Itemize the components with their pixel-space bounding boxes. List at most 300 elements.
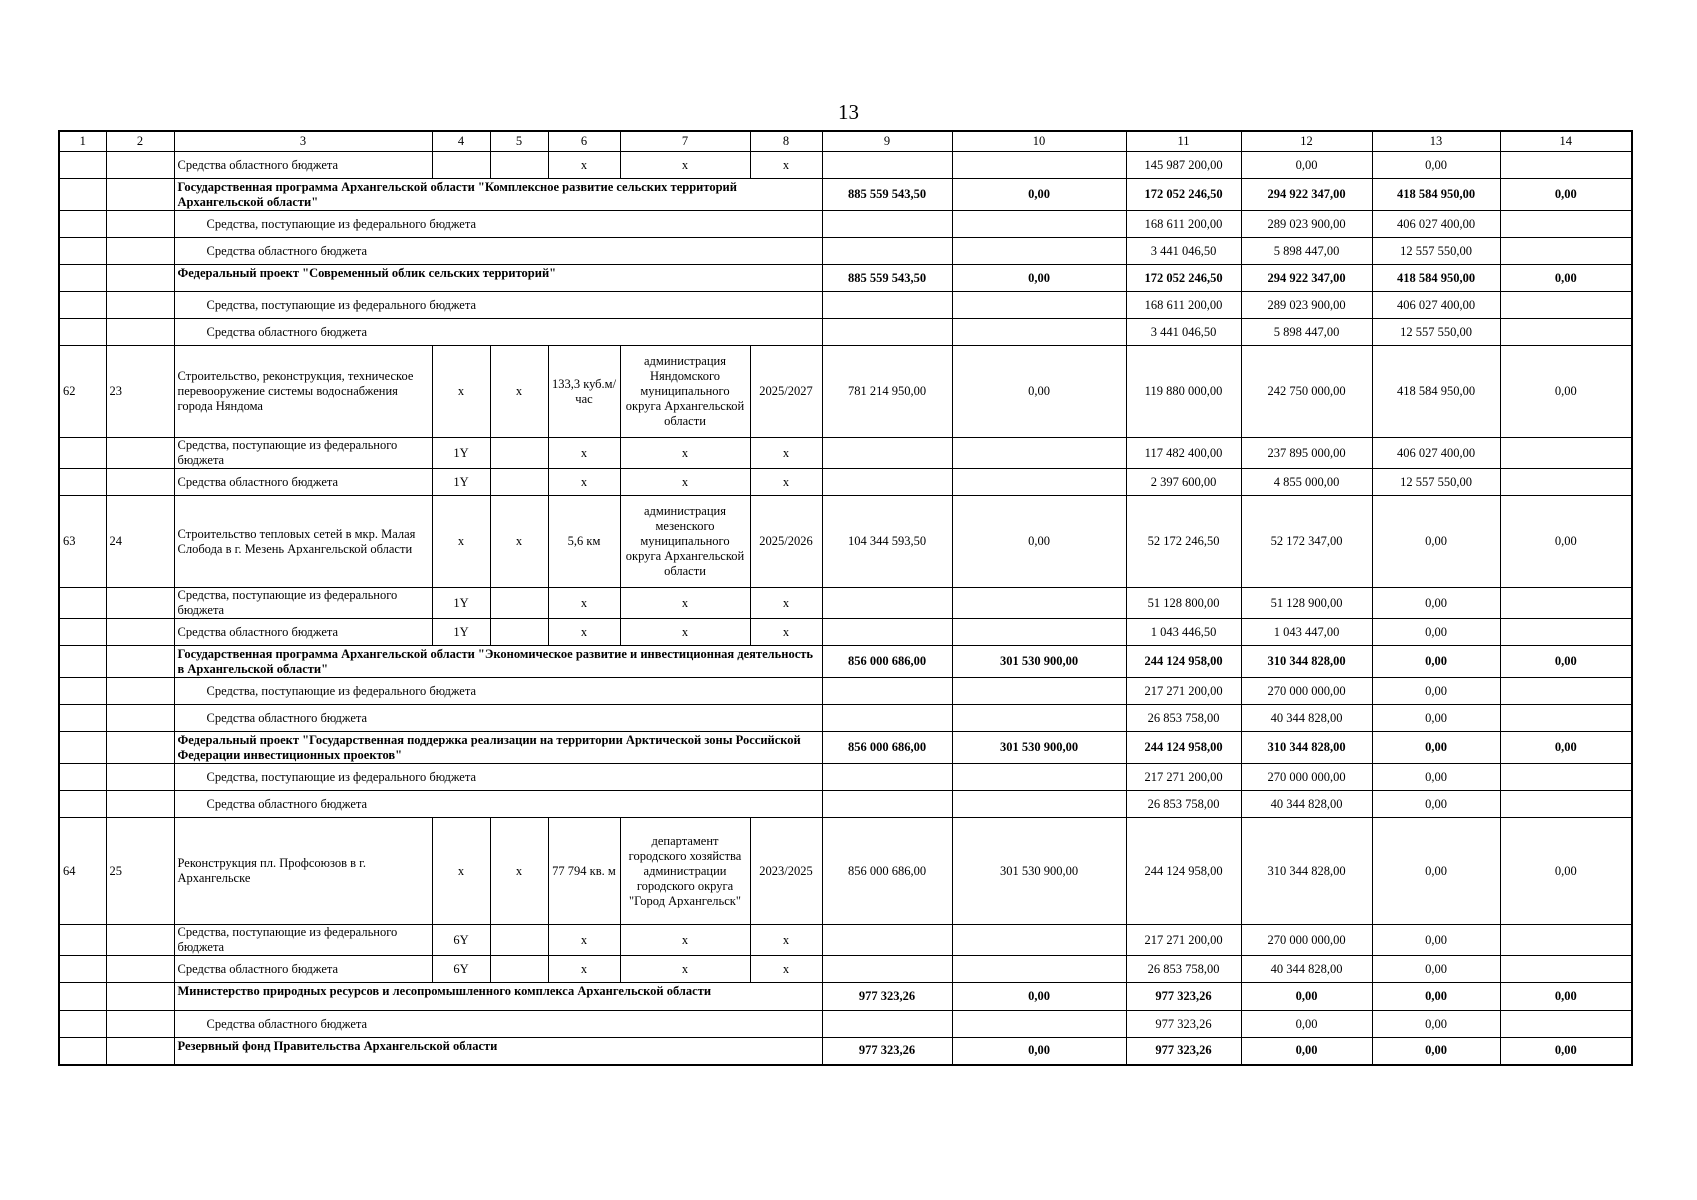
amount-c9 bbox=[822, 588, 952, 619]
amount-c13: 406 027 400,00 bbox=[1372, 438, 1500, 469]
column-number-header: 10 bbox=[952, 131, 1126, 152]
funding-source-label: Средства, поступающие из федерального бюджета bbox=[174, 292, 822, 319]
cell-col6: x bbox=[548, 956, 620, 983]
empty-cell bbox=[59, 732, 106, 764]
amount-c14: 0,00 bbox=[1500, 818, 1632, 925]
empty-cell bbox=[59, 438, 106, 469]
amount-c13: 0,00 bbox=[1372, 496, 1500, 588]
cell-col4: x bbox=[432, 346, 490, 438]
amount-c14 bbox=[1500, 678, 1632, 705]
amount-c11: 3 441 046,50 bbox=[1126, 238, 1241, 265]
funding-source-label: Средства областного бюджета bbox=[174, 956, 432, 983]
amount-c13: 12 557 550,00 bbox=[1372, 238, 1500, 265]
capacity: 5,6 км bbox=[548, 496, 620, 588]
amount-c9: 781 214 950,00 bbox=[822, 346, 952, 438]
amount-c12: 310 344 828,00 bbox=[1241, 646, 1372, 678]
period: 2025/2027 bbox=[750, 346, 822, 438]
empty-cell bbox=[59, 764, 106, 791]
amount-c13: 0,00 bbox=[1372, 705, 1500, 732]
cell-col4: x bbox=[432, 818, 490, 925]
amount-c10 bbox=[952, 678, 1126, 705]
empty-cell bbox=[59, 925, 106, 956]
amount-c14 bbox=[1500, 705, 1632, 732]
empty-cell bbox=[106, 469, 174, 496]
empty-cell bbox=[106, 678, 174, 705]
program-title: Федеральный проект "Государственная поддержка реализации на территории Арктической зоны Российской Федерации инвестиционных проектов" bbox=[174, 732, 822, 764]
empty-cell bbox=[59, 1011, 106, 1038]
cell-col8: x bbox=[750, 619, 822, 646]
amount-c10: 0,00 bbox=[952, 496, 1126, 588]
table-row bbox=[59, 925, 1632, 956]
amount-c10 bbox=[952, 1011, 1126, 1038]
program-title: Резервный фонд Правительства Архангельской области bbox=[174, 1038, 822, 1065]
amount-c10: 301 530 900,00 bbox=[952, 646, 1126, 678]
amount-c14 bbox=[1500, 619, 1632, 646]
amount-c14: 0,00 bbox=[1500, 646, 1632, 678]
amount-c9: 885 559 543,50 bbox=[822, 265, 952, 292]
amount-c13: 418 584 950,00 bbox=[1372, 346, 1500, 438]
cell-col7: x bbox=[620, 588, 750, 619]
amount-c12: 270 000 000,00 bbox=[1241, 678, 1372, 705]
program-title: Государственная программа Архангельской области "Экономическое развитие и инвестиционная деятельность в Архангельской области" bbox=[174, 646, 822, 678]
amount-c9: 856 000 686,00 bbox=[822, 646, 952, 678]
table-body bbox=[59, 131, 1632, 1065]
table-row bbox=[59, 818, 1632, 925]
amount-c12: 237 895 000,00 bbox=[1241, 438, 1372, 469]
amount-c12: 310 344 828,00 bbox=[1241, 732, 1372, 764]
program-title: Государственная программа Архангельской области "Комплексное развитие сельских территорий Архангельской области" bbox=[174, 179, 822, 211]
amount-c12: 5 898 447,00 bbox=[1241, 319, 1372, 346]
amount-c9 bbox=[822, 319, 952, 346]
table-row bbox=[59, 791, 1632, 818]
amount-c11: 244 124 958,00 bbox=[1126, 818, 1241, 925]
column-number-header: 13 bbox=[1372, 131, 1500, 152]
amount-c11: 1 043 446,50 bbox=[1126, 619, 1241, 646]
cell-col6: x bbox=[548, 469, 620, 496]
funding-source-label: Средства областного бюджета bbox=[174, 1011, 822, 1038]
table-row bbox=[59, 496, 1632, 588]
empty-cell bbox=[106, 265, 174, 292]
cell-col4: 1Y bbox=[432, 588, 490, 619]
empty-cell bbox=[59, 619, 106, 646]
amount-c12: 242 750 000,00 bbox=[1241, 346, 1372, 438]
object-name: Реконструкция пл. Профсоюзов в г. Архангельске bbox=[174, 818, 432, 925]
empty-cell bbox=[59, 238, 106, 265]
amount-c11: 172 052 246,50 bbox=[1126, 179, 1241, 211]
column-number-header: 1 bbox=[59, 131, 106, 152]
amount-c14: 0,00 bbox=[1500, 179, 1632, 211]
amount-c10 bbox=[952, 925, 1126, 956]
cell-col7: x bbox=[620, 956, 750, 983]
table-row bbox=[59, 292, 1632, 319]
amount-c11: 168 611 200,00 bbox=[1126, 292, 1241, 319]
cell-col8: x bbox=[750, 588, 822, 619]
amount-c9: 856 000 686,00 bbox=[822, 818, 952, 925]
funding-source-label: Средства, поступающие из федерального бюджета bbox=[174, 588, 432, 619]
amount-c11: 244 124 958,00 bbox=[1126, 646, 1241, 678]
amount-c11: 3 441 046,50 bbox=[1126, 319, 1241, 346]
amount-c9: 885 559 543,50 bbox=[822, 179, 952, 211]
capacity: 77 794 кв. м bbox=[548, 818, 620, 925]
empty-cell bbox=[106, 438, 174, 469]
funding-source-label: Средства областного бюджета bbox=[174, 152, 432, 179]
table-row bbox=[59, 238, 1632, 265]
amount-c10: 0,00 bbox=[952, 1038, 1126, 1065]
table-row bbox=[59, 438, 1632, 469]
cell-col4: x bbox=[432, 496, 490, 588]
page-number: 13 bbox=[838, 100, 859, 124]
amount-c9 bbox=[822, 211, 952, 238]
funding-source-label: Средства, поступающие из федерального бюджета bbox=[174, 211, 822, 238]
amount-c11: 217 271 200,00 bbox=[1126, 925, 1241, 956]
empty-cell bbox=[106, 1038, 174, 1065]
empty-cell bbox=[59, 983, 106, 1011]
amount-c9 bbox=[822, 925, 952, 956]
customer: администрация мезенского муниципального округа Архангельской области bbox=[620, 496, 750, 588]
amount-c14 bbox=[1500, 292, 1632, 319]
period: 2023/2025 bbox=[750, 818, 822, 925]
amount-c14 bbox=[1500, 469, 1632, 496]
empty-cell bbox=[490, 469, 548, 496]
table-row bbox=[59, 179, 1632, 211]
customer: администрация Няндомского муниципального округа Архангельской области bbox=[620, 346, 750, 438]
amount-c11: 168 611 200,00 bbox=[1126, 211, 1241, 238]
cell-col8: x bbox=[750, 469, 822, 496]
cell-col4 bbox=[432, 152, 490, 179]
amount-c9: 104 344 593,50 bbox=[822, 496, 952, 588]
funding-source-label: Средства областного бюджета bbox=[174, 319, 822, 346]
amount-c10 bbox=[952, 956, 1126, 983]
amount-c12: 289 023 900,00 bbox=[1241, 292, 1372, 319]
cell-col6: x bbox=[548, 152, 620, 179]
amount-c10 bbox=[952, 764, 1126, 791]
amount-c13: 12 557 550,00 bbox=[1372, 319, 1500, 346]
amount-c10: 0,00 bbox=[952, 179, 1126, 211]
column-number-header: 2 bbox=[106, 131, 174, 152]
amount-c12: 0,00 bbox=[1241, 983, 1372, 1011]
empty-cell bbox=[59, 211, 106, 238]
amount-c13: 0,00 bbox=[1372, 764, 1500, 791]
amount-c12: 0,00 bbox=[1241, 1011, 1372, 1038]
empty-cell bbox=[106, 292, 174, 319]
amount-c14 bbox=[1500, 956, 1632, 983]
amount-c14 bbox=[1500, 791, 1632, 818]
table-row bbox=[59, 983, 1632, 1011]
amount-c9 bbox=[822, 678, 952, 705]
amount-c11: 977 323,26 bbox=[1126, 1011, 1241, 1038]
amount-c11: 217 271 200,00 bbox=[1126, 764, 1241, 791]
amount-c9 bbox=[822, 1011, 952, 1038]
empty-cell bbox=[59, 588, 106, 619]
row-number: 63 bbox=[59, 496, 106, 588]
amount-c10 bbox=[952, 238, 1126, 265]
amount-c12: 270 000 000,00 bbox=[1241, 764, 1372, 791]
amount-c12: 270 000 000,00 bbox=[1241, 925, 1372, 956]
amount-c14 bbox=[1500, 925, 1632, 956]
amount-c12: 0,00 bbox=[1241, 1038, 1372, 1065]
amount-c13: 418 584 950,00 bbox=[1372, 265, 1500, 292]
cell-col4: 1Y bbox=[432, 619, 490, 646]
amount-c14 bbox=[1500, 238, 1632, 265]
amount-c9 bbox=[822, 292, 952, 319]
amount-c13: 12 557 550,00 bbox=[1372, 469, 1500, 496]
amount-c11: 172 052 246,50 bbox=[1126, 265, 1241, 292]
amount-c14: 0,00 bbox=[1500, 265, 1632, 292]
amount-c14 bbox=[1500, 588, 1632, 619]
table-row bbox=[59, 319, 1632, 346]
empty-cell bbox=[59, 956, 106, 983]
amount-c9 bbox=[822, 469, 952, 496]
empty-cell bbox=[106, 956, 174, 983]
row-number: 62 bbox=[59, 346, 106, 438]
funding-source-label: Средства областного бюджета bbox=[174, 619, 432, 646]
empty-cell bbox=[106, 925, 174, 956]
empty-cell bbox=[106, 319, 174, 346]
budget-table bbox=[58, 130, 1633, 1066]
amount-c11: 217 271 200,00 bbox=[1126, 678, 1241, 705]
empty-cell bbox=[106, 764, 174, 791]
amount-c13: 0,00 bbox=[1372, 1011, 1500, 1038]
table-row bbox=[59, 956, 1632, 983]
cell-col8: x bbox=[750, 152, 822, 179]
amount-c9: 856 000 686,00 bbox=[822, 732, 952, 764]
amount-c10 bbox=[952, 588, 1126, 619]
column-number-header: 12 bbox=[1241, 131, 1372, 152]
empty-cell bbox=[490, 588, 548, 619]
amount-c13: 0,00 bbox=[1372, 983, 1500, 1011]
cell-col7: x bbox=[620, 152, 750, 179]
amount-c11: 26 853 758,00 bbox=[1126, 791, 1241, 818]
amount-c13: 0,00 bbox=[1372, 646, 1500, 678]
cell-col6: x bbox=[548, 588, 620, 619]
amount-c12: 310 344 828,00 bbox=[1241, 818, 1372, 925]
empty-cell bbox=[490, 956, 548, 983]
amount-c9 bbox=[822, 705, 952, 732]
empty-cell bbox=[490, 619, 548, 646]
amount-c10 bbox=[952, 791, 1126, 818]
amount-c13: 0,00 bbox=[1372, 678, 1500, 705]
amount-c9: 977 323,26 bbox=[822, 1038, 952, 1065]
amount-c14: 0,00 bbox=[1500, 732, 1632, 764]
empty-cell bbox=[59, 678, 106, 705]
empty-cell bbox=[59, 1038, 106, 1065]
amount-c14: 0,00 bbox=[1500, 983, 1632, 1011]
amount-c13: 0,00 bbox=[1372, 732, 1500, 764]
cell-col5: x bbox=[490, 346, 548, 438]
program-title: Министерство природных ресурсов и лесопромышленного комплекса Архангельской области bbox=[174, 983, 822, 1011]
amount-c14 bbox=[1500, 152, 1632, 179]
amount-c10 bbox=[952, 469, 1126, 496]
empty-cell bbox=[490, 438, 548, 469]
amount-c10 bbox=[952, 319, 1126, 346]
empty-cell bbox=[59, 179, 106, 211]
table-row bbox=[59, 1038, 1632, 1065]
amount-c9 bbox=[822, 791, 952, 818]
table-row bbox=[59, 1011, 1632, 1038]
table-row bbox=[59, 705, 1632, 732]
column-number-header: 11 bbox=[1126, 131, 1241, 152]
funding-source-label: Средства областного бюджета bbox=[174, 705, 822, 732]
cell-col4: 1Y bbox=[432, 469, 490, 496]
column-number-row bbox=[59, 131, 1632, 152]
empty-cell bbox=[106, 152, 174, 179]
object-name: Строительство, реконструкция, техническое перевооружение системы водоснабжения города Няндома bbox=[174, 346, 432, 438]
cell-col5: x bbox=[490, 496, 548, 588]
funding-source-label: Средства, поступающие из федерального бюджета bbox=[174, 764, 822, 791]
empty-cell bbox=[106, 983, 174, 1011]
amount-c11: 51 128 800,00 bbox=[1126, 588, 1241, 619]
amount-c11: 119 880 000,00 bbox=[1126, 346, 1241, 438]
period: 2025/2026 bbox=[750, 496, 822, 588]
empty-cell bbox=[106, 619, 174, 646]
amount-c11: 145 987 200,00 bbox=[1126, 152, 1241, 179]
program-title: Федеральный проект "Современный облик сельских территорий" bbox=[174, 265, 822, 292]
cell-col6: x bbox=[548, 438, 620, 469]
amount-c9 bbox=[822, 152, 952, 179]
empty-cell bbox=[106, 211, 174, 238]
amount-c14 bbox=[1500, 211, 1632, 238]
empty-cell bbox=[106, 1011, 174, 1038]
amount-c9 bbox=[822, 764, 952, 791]
amount-c14 bbox=[1500, 1011, 1632, 1038]
object-number: 24 bbox=[106, 496, 174, 588]
amount-c12: 51 128 900,00 bbox=[1241, 588, 1372, 619]
amount-c14: 0,00 bbox=[1500, 346, 1632, 438]
empty-cell bbox=[490, 152, 548, 179]
column-number-header: 6 bbox=[548, 131, 620, 152]
amount-c14: 0,00 bbox=[1500, 496, 1632, 588]
empty-cell bbox=[59, 265, 106, 292]
amount-c10: 301 530 900,00 bbox=[952, 818, 1126, 925]
amount-c10 bbox=[952, 211, 1126, 238]
amount-c13: 0,00 bbox=[1372, 588, 1500, 619]
cell-col4: 1Y bbox=[432, 438, 490, 469]
amount-c10 bbox=[952, 705, 1126, 732]
amount-c10 bbox=[952, 438, 1126, 469]
empty-cell bbox=[59, 705, 106, 732]
amount-c11: 117 482 400,00 bbox=[1126, 438, 1241, 469]
cell-col7: x bbox=[620, 925, 750, 956]
empty-cell bbox=[59, 469, 106, 496]
cell-col4: 6Y bbox=[432, 956, 490, 983]
cell-col7: x bbox=[620, 619, 750, 646]
object-name: Строительство тепловых сетей в мкр. Малая Слобода в г. Мезень Архангельской области bbox=[174, 496, 432, 588]
customer: департамент городского хозяйства администрации городского округа "Город Архангельск" bbox=[620, 818, 750, 925]
cell-col8: x bbox=[750, 438, 822, 469]
empty-cell bbox=[106, 646, 174, 678]
empty-cell bbox=[490, 925, 548, 956]
empty-cell bbox=[106, 791, 174, 818]
table-row bbox=[59, 152, 1632, 179]
amount-c14 bbox=[1500, 764, 1632, 791]
amount-c12: 4 855 000,00 bbox=[1241, 469, 1372, 496]
amount-c13: 0,00 bbox=[1372, 818, 1500, 925]
amount-c11: 977 323,26 bbox=[1126, 983, 1241, 1011]
table-row bbox=[59, 588, 1632, 619]
amount-c10 bbox=[952, 152, 1126, 179]
cell-col5: x bbox=[490, 818, 548, 925]
cell-col6: x bbox=[548, 619, 620, 646]
amount-c10 bbox=[952, 292, 1126, 319]
amount-c14 bbox=[1500, 319, 1632, 346]
amount-c11: 52 172 246,50 bbox=[1126, 496, 1241, 588]
empty-cell bbox=[106, 588, 174, 619]
cell-col6: x bbox=[548, 925, 620, 956]
table-row bbox=[59, 211, 1632, 238]
amount-c12: 5 898 447,00 bbox=[1241, 238, 1372, 265]
amount-c9 bbox=[822, 238, 952, 265]
cell-col8: x bbox=[750, 956, 822, 983]
empty-cell bbox=[59, 292, 106, 319]
empty-cell bbox=[59, 152, 106, 179]
amount-c11: 977 323,26 bbox=[1126, 1038, 1241, 1065]
cell-col8: x bbox=[750, 925, 822, 956]
amount-c9 bbox=[822, 619, 952, 646]
amount-c11: 26 853 758,00 bbox=[1126, 956, 1241, 983]
funding-source-label: Средства, поступающие из федерального бюджета bbox=[174, 438, 432, 469]
amount-c9 bbox=[822, 956, 952, 983]
amount-c12: 52 172 347,00 bbox=[1241, 496, 1372, 588]
table-row bbox=[59, 469, 1632, 496]
empty-cell bbox=[106, 238, 174, 265]
table-row bbox=[59, 764, 1632, 791]
amount-c12: 294 922 347,00 bbox=[1241, 179, 1372, 211]
amount-c12: 0,00 bbox=[1241, 152, 1372, 179]
row-number: 64 bbox=[59, 818, 106, 925]
amount-c12: 40 344 828,00 bbox=[1241, 791, 1372, 818]
table-row bbox=[59, 732, 1632, 764]
funding-source-label: Средства, поступающие из федерального бюджета bbox=[174, 925, 432, 956]
cell-col7: x bbox=[620, 469, 750, 496]
funding-source-label: Средства областного бюджета bbox=[174, 469, 432, 496]
funding-source-label: Средства областного бюджета bbox=[174, 238, 822, 265]
amount-c12: 294 922 347,00 bbox=[1241, 265, 1372, 292]
object-number: 23 bbox=[106, 346, 174, 438]
column-number-header: 4 bbox=[432, 131, 490, 152]
amount-c10: 0,00 bbox=[952, 346, 1126, 438]
table-row bbox=[59, 646, 1632, 678]
amount-c11: 2 397 600,00 bbox=[1126, 469, 1241, 496]
capacity: 133,3 куб.м/час bbox=[548, 346, 620, 438]
amount-c13: 0,00 bbox=[1372, 791, 1500, 818]
amount-c11: 244 124 958,00 bbox=[1126, 732, 1241, 764]
amount-c12: 40 344 828,00 bbox=[1241, 956, 1372, 983]
cell-col7: x bbox=[620, 438, 750, 469]
amount-c12: 1 043 447,00 bbox=[1241, 619, 1372, 646]
column-number-header: 7 bbox=[620, 131, 750, 152]
amount-c13: 418 584 950,00 bbox=[1372, 179, 1500, 211]
amount-c12: 289 023 900,00 bbox=[1241, 211, 1372, 238]
cell-col4: 6Y bbox=[432, 925, 490, 956]
table-row bbox=[59, 265, 1632, 292]
table-row bbox=[59, 678, 1632, 705]
amount-c13: 0,00 bbox=[1372, 152, 1500, 179]
amount-c12: 40 344 828,00 bbox=[1241, 705, 1372, 732]
amount-c9 bbox=[822, 438, 952, 469]
amount-c10 bbox=[952, 619, 1126, 646]
amount-c13: 0,00 bbox=[1372, 956, 1500, 983]
amount-c10: 301 530 900,00 bbox=[952, 732, 1126, 764]
table-row bbox=[59, 346, 1632, 438]
column-number-header: 8 bbox=[750, 131, 822, 152]
empty-cell bbox=[59, 791, 106, 818]
empty-cell bbox=[106, 732, 174, 764]
column-number-header: 9 bbox=[822, 131, 952, 152]
funding-source-label: Средства, поступающие из федерального бюджета bbox=[174, 678, 822, 705]
empty-cell bbox=[106, 179, 174, 211]
amount-c14 bbox=[1500, 438, 1632, 469]
table-row bbox=[59, 619, 1632, 646]
